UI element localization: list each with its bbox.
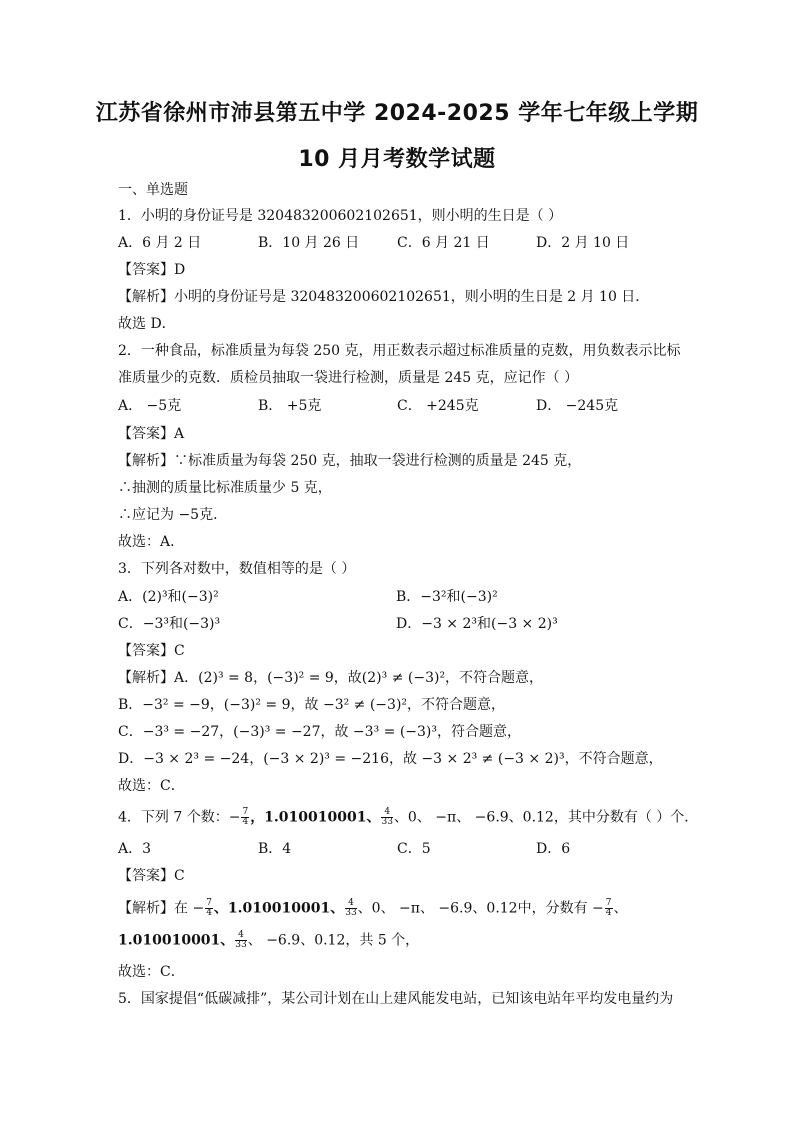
q1-answer: 【答案】D (118, 262, 186, 278)
fraction-numerator: 4 (381, 808, 392, 818)
fraction-neg-seven-quarters (605, 899, 613, 918)
q2-conclusion: 故选：A． (118, 534, 185, 550)
question-3-stem: 3．下列各对数中，数值相等的是（ ） (118, 561, 356, 577)
q3-analysis-c: C．−3³ = −27，(−3)³ = −27，故 −3³ = (−3)³，符合题意， (118, 724, 521, 740)
q4-analysis-part-4: 、 (613, 900, 628, 917)
q4-answer: 【答案】C (118, 868, 185, 884)
q3-analysis-b: B．−3² = −9，(−3)² = 9，故 −3² ≠ (−3)²，不符合题意， (118, 697, 506, 713)
fraction-four-thirty-thirds (235, 931, 246, 950)
q3-analysis-a: 【解析】A．(2)³ = 8，(−3)² = 9，故(2)³ ≠ (−3)²，不符合题意， (118, 670, 544, 686)
q3-conclusion: 故选：C． (118, 778, 185, 794)
q2-answer: 【答案】A (118, 426, 185, 442)
q4-analysis-part-2: 、1.010010001、 (213, 900, 345, 917)
q4-option-b: B．4 (258, 841, 292, 857)
q2-option-c: C． +245克 (397, 398, 479, 414)
fraction-neg-seven-quarters (241, 808, 249, 827)
q3-answer: 【答案】C (118, 643, 185, 659)
q4-option-a: A．3 (118, 841, 152, 857)
fraction-four-thirty-thirds (381, 808, 392, 827)
page-title: 江苏省徐州市沛县第五中学 2024-2025 学年七年级上学期 (95, 101, 699, 126)
fraction-neg-seven-quarters (205, 899, 213, 918)
fraction-numerator: 7 (242, 807, 249, 817)
fraction-denominator: 33 (235, 940, 247, 950)
q4-analysis-line-2 (118, 931, 419, 950)
question-2-stem: 2．一种食品，标准质量为每袋 250 克，用正数表示超过标准质量的克数，用负数表示比标 (118, 343, 681, 359)
q2-option-b: B． +5克 (258, 398, 322, 414)
q4-conclusion: 故选：C． (118, 964, 185, 980)
fraction-denominator: 4 (206, 908, 212, 918)
fraction-denominator: 33 (381, 817, 393, 827)
fraction-denominator: 4 (605, 908, 612, 918)
q4-analysis2-part-1: 1.010010001、 (118, 932, 235, 949)
q1-option-b: B．10 月 26 日 (258, 235, 360, 251)
q4-analysis2-part-2: 、 −6.9、0.12，共 5 个， (247, 932, 420, 949)
q4-analysis-line-1 (118, 899, 628, 918)
q4-stem-part-2: ，1.010010001、 (250, 809, 381, 826)
q1-option-c: C．6 月 21 日 (397, 235, 490, 251)
q1-option-a: A．6 月 2 日 (118, 235, 202, 251)
q3-analysis-d: D．−3 × 2³ = −24，(−3 × 2)³ = −216，故 −3 × 2³ ≠ (−3 × 2)³，不符合题意， (118, 751, 663, 767)
q3-option-d: D．−3 × 2³和(−3 × 2)³ (396, 616, 558, 632)
fraction-denominator: 4 (242, 817, 249, 827)
fraction-four-thirty-thirds (345, 899, 356, 918)
fraction-numerator: 4 (235, 931, 246, 941)
fraction-numerator: 7 (206, 898, 212, 908)
q4-option-d: D．6 (536, 841, 571, 857)
q3-option-a: A．(2)³和(−3)² (118, 589, 219, 605)
fraction-numerator: 7 (605, 898, 612, 908)
q2-analysis-1: 【解析】∵标准质量为每袋 250 克，抽取一袋进行检测的质量是 245 克， (118, 453, 582, 469)
q4-stem-part-3: 、0、 −π、 −6.9、0.12，其中分数有（ ）个． (393, 809, 699, 826)
q4-stem-part-1: 4．下列 7 个数：− (118, 809, 241, 826)
q2-option-a: A． −5克 (118, 398, 182, 414)
fraction-numerator: 4 (345, 899, 356, 909)
q1-option-d: D．2 月 10 日 (536, 235, 630, 251)
q4-analysis-part-3: 、0、 −π、 −6.9、0.12中，分数有 − (357, 900, 604, 917)
q3-option-b: B．−3²和(−3)² (396, 589, 498, 605)
q1-analysis: 【解析】小明的身份证号是 320483200602102651，则小明的生日是 2 月 10 日． (118, 289, 650, 305)
question-1-stem: 1．小明的身份证号是 320483200602102651，则小明的生日是（ ） (118, 208, 563, 224)
q2-analysis-3: ∴应记为 −5克． (118, 507, 228, 523)
q1-conclusion: 故选 D． (118, 316, 176, 332)
q3-option-c: C．−3³和(−3)³ (118, 616, 221, 632)
fraction-denominator: 33 (345, 908, 357, 918)
q2-option-d: D． −245克 (536, 398, 619, 414)
question-2-stem-cont: 准质量少的克数．质检员抽取一袋进行检测，质量是 245 克，应记作（ ） (118, 370, 579, 386)
q4-analysis-part-1: 【解析】在 − (118, 900, 205, 917)
page-subtitle: 10 月月考数学试题 (298, 147, 496, 172)
q4-option-c: C．5 (397, 841, 431, 857)
q2-analysis-2: ∴抽测的质量比标准质量少 5 克， (118, 480, 332, 496)
question-5-stem: 5．国家提倡“低碳减排”，某公司计划在山上建风能发电站，已知该电站年平均发电量约为 (118, 991, 674, 1007)
section-heading: 一、单选题 (118, 182, 188, 198)
question-4-stem (118, 808, 698, 827)
